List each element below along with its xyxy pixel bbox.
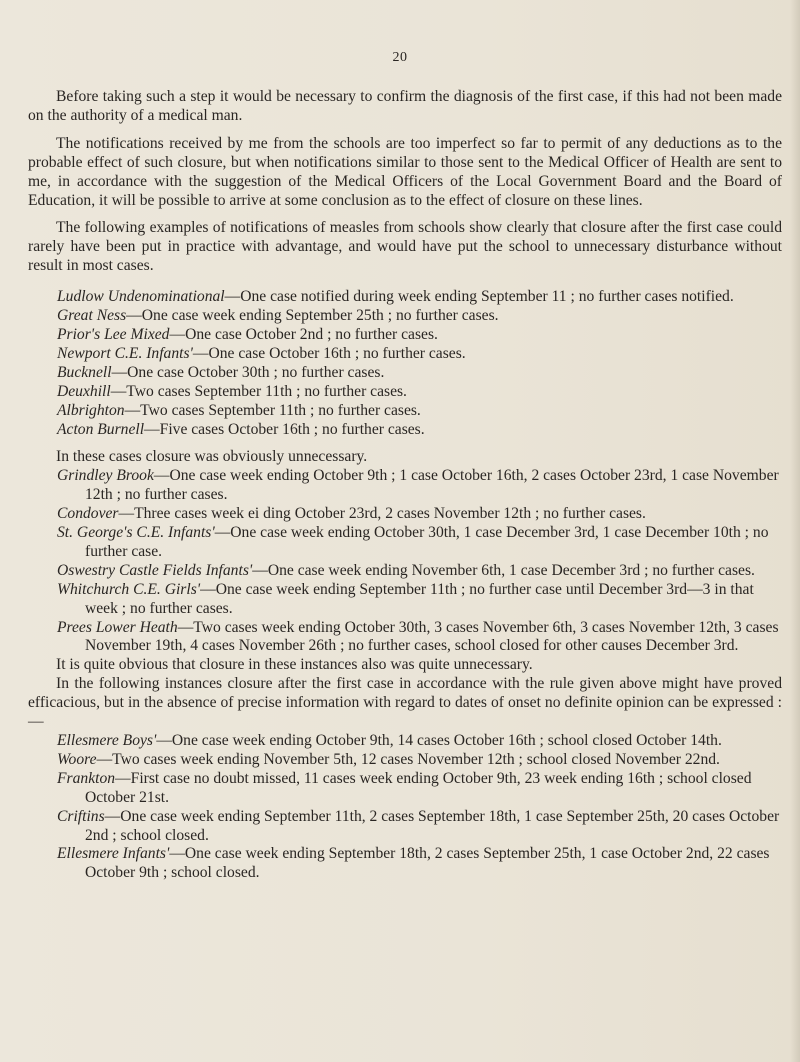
school-name: Ellesmere Infants' xyxy=(57,845,170,863)
list-item xyxy=(28,326,782,345)
list-item xyxy=(28,421,782,440)
case-detail: —Two cases September 11th ; no further cases. xyxy=(124,401,421,419)
case-detail: —Three cases week ei ding October 23rd, 2 cases November 12th ; no further cases. xyxy=(118,505,646,523)
summary-also-unnecessary: It is quite obvious that closure in these instances also was quite unnecessary. xyxy=(56,656,533,674)
school-name: Prior's Lee Mixed xyxy=(57,325,170,343)
list-item xyxy=(28,505,782,524)
school-name: St. George's C.E. Infants' xyxy=(57,524,215,542)
case-detail: —One case October 2nd ; no further cases. xyxy=(169,325,438,343)
school-name: Newport C.E. Infants' xyxy=(57,344,193,362)
school-name: Deuxhill xyxy=(57,382,111,400)
school-name: Great Ness xyxy=(57,307,127,325)
list-item xyxy=(28,364,782,383)
case-detail: —Five cases October 16th ; no further cases. xyxy=(144,420,425,438)
case-detail: —One case notified during week ending September 11 ; no further cases notified. xyxy=(224,288,734,306)
list-item xyxy=(28,307,782,326)
case-detail: —One case week ending September 11th ; no further case until December 3rd—3 in that week ; no further cases. xyxy=(85,580,754,617)
list-item xyxy=(28,467,782,505)
case-detail: —One case week ending October 9th, 14 cases October 16th ; school closed October 14th. xyxy=(156,732,722,749)
page-number: 20 xyxy=(392,50,408,65)
case-detail: —One case week ending September 18th, 2 cases September 25th, 1 case October 2nd, 22 cases October 9th ; school closed. xyxy=(85,845,770,882)
school-name: Condover xyxy=(57,505,119,523)
case-detail: —One case October 16th ; no further cases. xyxy=(192,344,466,362)
list-item xyxy=(28,562,782,581)
list-item xyxy=(28,288,782,307)
case-detail: —First case no doubt missed, 11 cases week ending October 9th, 23 week ending 16th ; school closed October 21st. xyxy=(85,769,752,806)
list-item xyxy=(28,581,782,619)
paragraph-efficacious: In the following instances closure after the first case in accordance with the rule given above might have proved efficacious, but in the absence of precise information with regard to dates of onset no definite opinion can be expressed :— xyxy=(28,675,782,731)
school-name: Ellesmere Boys' xyxy=(57,732,157,749)
school-name: Oswestry Castle Fields Infants' xyxy=(57,561,253,579)
page-edge-shadow xyxy=(790,0,800,1062)
paragraph-notifications: The notifications received by me from the schools are too imperfect so far to permit of any deductions as to the probable effect of such closure, but when notifications similar to those sent to the Medical Officer of Health are sent to me, in accordance with the suggestion of the Medical Officers of the Local Government Board and the Board of Education, it will be possible to arrive at some conclusion as to the effect of closure on these lines. xyxy=(28,134,782,209)
list-item xyxy=(28,751,782,770)
list-item xyxy=(28,524,782,562)
list-item xyxy=(28,383,782,402)
list-item xyxy=(28,808,782,846)
list-item xyxy=(28,345,782,364)
school-name: Grindley Brook xyxy=(57,467,154,485)
school-list-multiple-cases xyxy=(28,467,782,656)
school-name: Albrighton xyxy=(57,401,125,419)
school-name: Acton Burnell xyxy=(57,420,145,438)
school-name: Criftins xyxy=(57,807,105,825)
case-detail: —One case week ending October 30th, 1 case December 3rd, 1 case December 10th ; no further case. xyxy=(85,524,769,560)
case-detail: —Two cases week ending November 5th, 12 cases November 12th ; school closed November 22nd. xyxy=(96,750,720,768)
case-detail: —Two cases week ending October 30th, 3 cases November 6th, 3 cases November 12th, 3 cases November 19th, 4 cases November 26th ; no further cases, school closed for other causes December 3rd. xyxy=(85,618,779,655)
case-detail: —One case week ending September 25th ; no further cases. xyxy=(126,307,499,325)
school-name: Prees Lower Heath xyxy=(57,618,178,636)
school-list-single-case xyxy=(28,288,782,439)
page-body xyxy=(28,88,782,883)
case-detail: —One case October 30th ; no further cases. xyxy=(111,363,385,381)
school-name: Whitchurch C.E. Girls' xyxy=(57,580,201,598)
paragraph-diagnosis: Before taking such a step it would be necessary to confirm the diagnosis of the first case, if this had not been made on the authority of a medical man. xyxy=(28,88,782,124)
list-item xyxy=(28,770,782,808)
school-name: Ludlow Undenominational xyxy=(57,288,225,306)
case-detail: —Two cases September 11th ; no further cases. xyxy=(110,382,407,400)
school-name: Frankton xyxy=(57,769,116,787)
school-list-closure-efficacious xyxy=(28,732,782,883)
case-detail: —One case week ending October 9th ; 1 case October 16th, 2 cases October 23rd, 1 case November 12th ; no further cases. xyxy=(85,467,779,504)
school-name: Woore xyxy=(57,750,97,768)
paragraph-examples-intro: The following examples of notifications of measles from schools show clearly that closure after the first case could rarely have been put in practice with advantage, and would have put the school to unnecessary disturbance without result in most cases. xyxy=(28,219,782,275)
school-name: Bucknell xyxy=(57,363,112,381)
summary-unnecessary: In these cases closure was obviously unnecessary. xyxy=(56,448,368,466)
case-detail: —One case week ending September 11th, 2 cases September 18th, 1 case September 25th, 20 cases October 2nd ; school closed. xyxy=(85,807,780,844)
list-item xyxy=(28,619,782,657)
list-item xyxy=(28,732,782,751)
list-item xyxy=(28,402,782,421)
case-detail: —One case week ending November 6th, 1 case December 3rd ; no further cases. xyxy=(252,561,755,579)
list-item xyxy=(28,845,782,883)
